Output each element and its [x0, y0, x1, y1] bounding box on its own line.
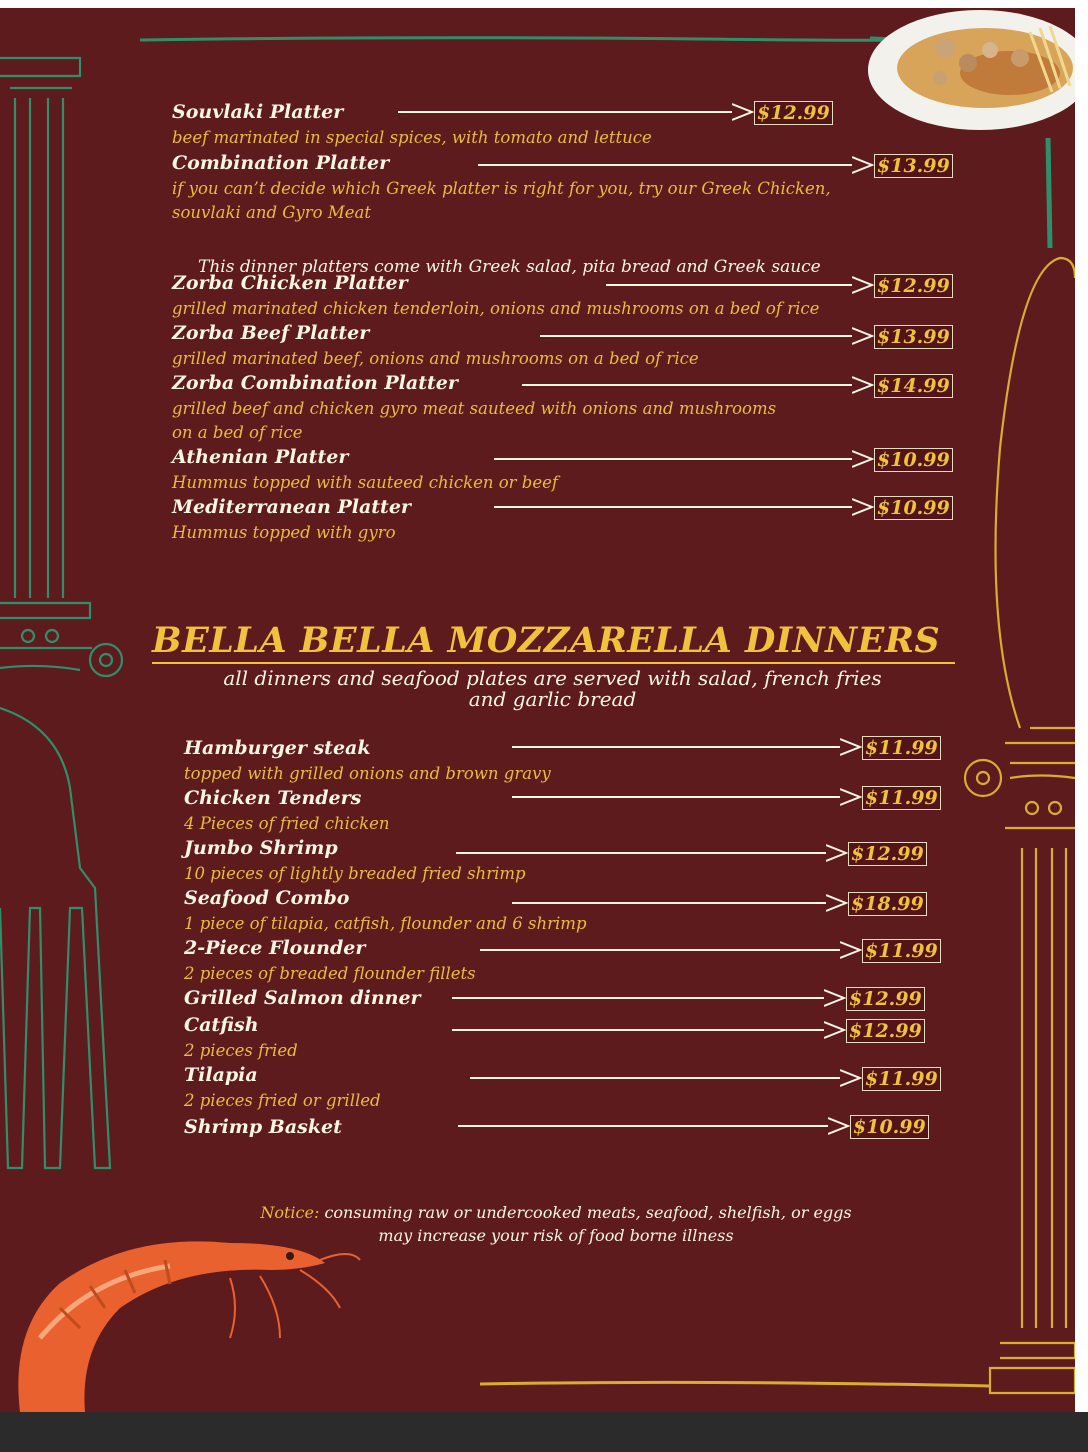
item-description: Hummus topped with gyro — [172, 523, 396, 542]
price-arrow-icon — [512, 742, 862, 752]
notice-line-1: consuming raw or undercooked meats, seafood, shelfish, or eggs — [324, 1203, 852, 1222]
item-price: $13.99 — [874, 325, 953, 349]
item-price: $12.99 — [846, 987, 925, 1011]
price-arrow-icon — [512, 898, 848, 908]
item-description: on a bed of rice — [172, 423, 303, 442]
item-name: Catfish — [184, 1014, 259, 1036]
price-arrow-icon — [540, 331, 874, 341]
item-description: Hummus topped with sauteed chicken or beef — [172, 473, 558, 492]
item-description: grilled beef and chicken gyro meat sauteed with onions and mushrooms — [172, 399, 777, 418]
price-arrow-icon — [522, 380, 874, 390]
item-description: topped with grilled onions and brown gravy — [184, 764, 551, 783]
item-price: $12.99 — [846, 1019, 925, 1043]
item-name: Hamburger steak — [184, 737, 371, 759]
price-arrow-icon — [398, 107, 754, 117]
item-price: $12.99 — [874, 274, 953, 298]
notice-label: Notice: — [260, 1203, 320, 1222]
price-arrow-icon — [606, 280, 874, 290]
item-description: souvlaki and Gyro Meat — [172, 203, 371, 222]
item-price: $10.99 — [874, 496, 953, 520]
platter-note: This dinner platters come with Greek salad, pita bread and Greek sauce — [198, 257, 821, 277]
item-price: $12.99 — [754, 101, 833, 125]
item-name: Zorba Beef Platter — [172, 322, 370, 344]
notice-line-2: may increase your risk of food borne illness — [378, 1226, 734, 1245]
menu-page — [0, 8, 1075, 1412]
knife-column-illustration — [965, 258, 1075, 1393]
item-name: Athenian Platter — [172, 446, 349, 468]
section-subtitle — [150, 668, 955, 710]
item-description: 1 piece of tilapia, catfish, flounder and 6 shrimp — [184, 914, 587, 933]
price-arrow-icon — [494, 454, 874, 464]
item-name: Shrimp Basket — [184, 1116, 342, 1138]
item-name: 2-Piece Flounder — [184, 937, 366, 959]
section-title-underline — [152, 662, 955, 664]
price-arrow-icon — [512, 792, 862, 802]
price-arrow-icon — [478, 160, 874, 170]
plated-chicken-dish-photo — [868, 10, 1075, 130]
item-name: Tilapia — [184, 1064, 258, 1086]
food-safety-notice — [236, 1201, 876, 1247]
fork-column-illustration — [0, 58, 122, 1168]
item-description: 2 pieces of breaded flounder fillets — [184, 964, 476, 983]
item-price: $13.99 — [874, 154, 953, 178]
item-name: Jumbo Shrimp — [184, 837, 338, 859]
item-price: $11.99 — [862, 1067, 941, 1091]
section-subtitle-line-2: and garlic bread — [468, 687, 637, 711]
top-chalk-line — [140, 38, 909, 41]
item-name: Zorba Combination Platter — [172, 372, 458, 394]
item-name: Zorba Chicken Platter — [172, 272, 408, 294]
item-price: $11.99 — [862, 736, 941, 760]
bottom-bar — [0, 1412, 1088, 1452]
item-price: $11.99 — [862, 939, 941, 963]
item-description: 2 pieces fried or grilled — [184, 1091, 381, 1110]
section-subtitle-line-1: all dinners and seafood plates are served with salad, french fries — [223, 666, 882, 690]
item-name: Seafood Combo — [184, 887, 350, 909]
price-arrow-icon — [470, 1073, 862, 1083]
shrimp-photo — [18, 1241, 360, 1412]
price-arrow-icon — [452, 1025, 846, 1035]
item-price: $10.99 — [850, 1115, 929, 1139]
section-title: BELLA BELLA MOZZARELLA DINNERS — [152, 620, 941, 661]
item-price: $18.99 — [848, 892, 927, 916]
item-description: beef marinated in special spices, with tomato and lettuce — [172, 128, 652, 147]
item-name: Grilled Salmon dinner — [184, 987, 421, 1009]
price-arrow-icon — [456, 848, 848, 858]
item-price: $11.99 — [862, 786, 941, 810]
item-description: if you can’t decide which Greek platter is right for you, try our Greek Chicken, — [172, 179, 831, 198]
item-name: Mediterranean Platter — [172, 496, 411, 518]
item-price: $10.99 — [874, 448, 953, 472]
item-name: Combination Platter — [172, 152, 390, 174]
item-name: Souvlaki Platter — [172, 101, 344, 123]
item-name: Chicken Tenders — [184, 787, 362, 809]
item-price: $14.99 — [874, 374, 953, 398]
price-arrow-icon — [452, 993, 846, 1003]
price-arrow-icon — [494, 502, 874, 512]
item-description: 10 pieces of lightly breaded fried shrimp — [184, 864, 526, 883]
price-arrow-icon — [458, 1121, 850, 1131]
item-description: 4 Pieces of fried chicken — [184, 814, 390, 833]
bottom-chalk-line — [480, 1382, 990, 1386]
item-price: $12.99 — [848, 842, 927, 866]
item-description: grilled marinated beef, onions and mushrooms on a bed of rice — [172, 349, 699, 368]
price-arrow-icon — [480, 945, 862, 955]
item-description: grilled marinated chicken tenderloin, onions and mushrooms on a bed of rice — [172, 299, 820, 318]
right-chalk-line — [1048, 138, 1050, 248]
item-description: 2 pieces fried — [184, 1041, 298, 1060]
